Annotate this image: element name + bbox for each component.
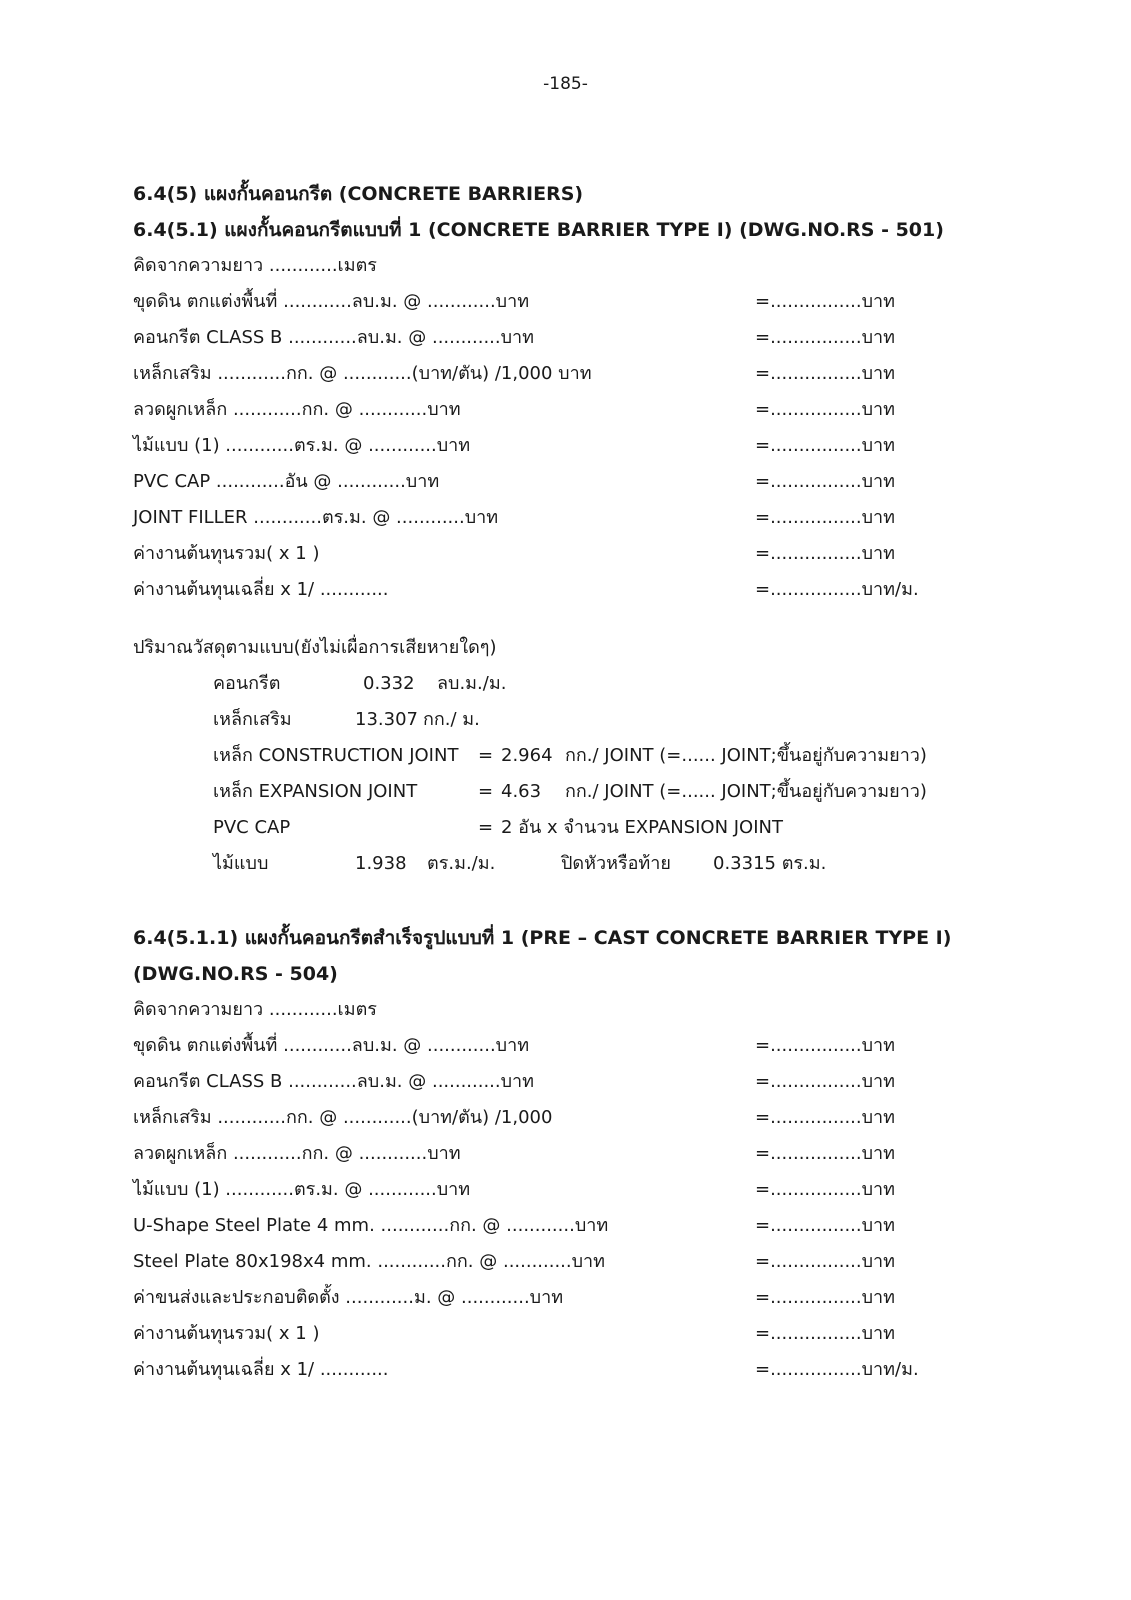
cost-value: =................บาท	[755, 327, 896, 348]
qty-name: คอนกรีต	[213, 673, 281, 694]
cost-label: ขุดดิน ตกแต่งพื้นที่ ............ลบ.ม. @ ............บาท	[133, 1035, 530, 1056]
qty-unit: ลบ.ม./ม.	[437, 673, 507, 694]
qty-unit: กก./ ม.	[423, 709, 480, 730]
cost-label: Steel Plate 80x198x4 mm. ............กก. @ ............บาท	[133, 1251, 606, 1272]
cost-value: =................บาท	[755, 507, 896, 528]
cost-label: ค่างานต้นทุนเฉลี่ย x 1/ ............	[133, 1359, 389, 1380]
cost-value: =................บาท	[755, 1071, 896, 1092]
cost-line-total	[133, 536, 933, 572]
cost-line-rebar	[133, 1100, 933, 1136]
qty-name: เหล็กเสริม	[213, 709, 292, 730]
qty-equals: =	[478, 781, 494, 802]
sub2-cost-list	[133, 1028, 933, 1388]
cost-value: =................บาท	[755, 1323, 896, 1344]
page-number: -185-	[543, 74, 588, 94]
cost-value: =................บาท	[755, 543, 896, 564]
cost-label: ค่างานต้นทุนเฉลี่ย x 1/ ............	[133, 579, 389, 600]
sub1-basis: คิดจากความยาว ............เมตร	[133, 255, 377, 276]
cost-label: JOINT FILLER ............ตร.ม. @ ............บาท	[133, 507, 499, 528]
cost-label: U-Shape Steel Plate 4 mm. ............กก. @ ............บาท	[133, 1215, 609, 1236]
qty-unit: กก./ JOINT (=...... JOINT;ขึ้นอยู่กับความยาว)	[565, 781, 927, 802]
cost-line-formwork	[133, 428, 933, 464]
qty-concrete	[213, 666, 933, 702]
cost-value: =................บาท	[755, 1143, 896, 1164]
qty-value: 13.307	[355, 709, 418, 730]
cost-label: เหล็กเสริม ............กก. @ ............(บาท/ตัน) /1,000	[133, 1107, 553, 1128]
section-title: 6.4(5) แผงกั้นคอนกรีต (CONCRETE BARRIERS)	[133, 183, 584, 205]
qty-name: ไม้แบบ	[213, 853, 269, 874]
cost-label: ค่างานต้นทุนรวม( x 1 )	[133, 543, 320, 564]
cost-line-steel-plate	[133, 1244, 933, 1280]
qty-extra-label: ปิดหัวหรือท้าย	[561, 853, 671, 874]
cost-value: =................บาท	[755, 363, 896, 384]
cost-label: ลวดผูกเหล็ก ............กก. @ ............บาท	[133, 399, 461, 420]
cost-label: คอนกรีต CLASS B ............ลบ.ม. @ ............บาท	[133, 1071, 535, 1092]
cost-label: ไม้แบบ (1) ............ตร.ม. @ ............บาท	[133, 1179, 471, 1200]
cost-value: =................บาท	[755, 1107, 896, 1128]
cost-label: PVC CAP ............อัน @ ............บาท	[133, 471, 440, 492]
cost-label: ขุดดิน ตกแต่งพื้นที่ ............ลบ.ม. @ ............บาท	[133, 291, 530, 312]
qty-value: 2.964	[501, 745, 553, 766]
cost-value: =................บาท	[755, 399, 896, 420]
cost-line-concrete	[133, 1064, 933, 1100]
cost-value: =................บาท	[755, 1215, 896, 1236]
cost-value: =................บาท/ม.	[755, 579, 919, 600]
cost-line-joint-filler	[133, 500, 933, 536]
cost-line-average	[133, 572, 933, 608]
sub2-basis: คิดจากความยาว ............เมตร	[133, 999, 377, 1020]
qty-equals: =	[478, 817, 494, 838]
cost-line-excavation	[133, 1028, 933, 1064]
qty-value: 4.63	[501, 781, 542, 802]
cost-value: =................บาท	[755, 1287, 896, 1308]
cost-label: ค่างานต้นทุนรวม( x 1 )	[133, 1323, 320, 1344]
cost-line-rebar	[133, 356, 933, 392]
qty-unit: กก./ JOINT (=...... JOINT;ขึ้นอยู่กับความยาว)	[565, 745, 927, 766]
qty-name: เหล็ก EXPANSION JOINT	[213, 781, 418, 802]
document-body	[133, 176, 952, 1388]
qty-name: เหล็ก CONSTRUCTION JOINT	[213, 745, 459, 766]
cost-line-average	[133, 1352, 933, 1388]
sub1-title: 6.4(5.1) แผงกั้นคอนกรีตแบบที่ 1 (CONCRETE BARRIER TYPE I) (DWG.NO.RS - 501)	[133, 219, 944, 241]
qty-name: PVC CAP	[213, 817, 291, 838]
cost-line-transport-install	[133, 1280, 933, 1316]
cost-value: =................บาท/ม.	[755, 1359, 919, 1380]
qty-formwork	[213, 846, 933, 882]
cost-line-pvc-cap	[133, 464, 933, 500]
sub2-title: 6.4(5.1.1) แผงกั้นคอนกรีตสำเร็จรูปแบบที่ 1 (PRE – CAST CONCRETE BARRIER TYPE I)	[133, 927, 952, 949]
cost-value: =................บาท	[755, 435, 896, 456]
sub1-cost-list	[133, 284, 933, 608]
cost-line-formwork	[133, 1172, 933, 1208]
qty-pvc-cap	[213, 810, 933, 846]
cost-line-total	[133, 1316, 933, 1352]
qty-extra-value: 0.3315 ตร.ม.	[713, 853, 827, 874]
cost-value: =................บาท	[755, 1035, 896, 1056]
cost-label: ลวดผูกเหล็ก ............กก. @ ............บาท	[133, 1143, 461, 1164]
cost-line-tie-wire	[133, 392, 933, 428]
cost-label: ค่าขนส่งและประกอบติดตั้ง ............ม. @ ............บาท	[133, 1287, 564, 1308]
cost-line-tie-wire	[133, 1136, 933, 1172]
cost-line-u-shape-plate	[133, 1208, 933, 1244]
quantities-title: ปริมาณวัสดุตามแบบ(ยังไม่เผื่อการเสียหายใดๆ)	[133, 637, 497, 658]
qty-construction-joint	[213, 738, 933, 774]
cost-label: คอนกรีต CLASS B ............ลบ.ม. @ ............บาท	[133, 327, 535, 348]
quantities-list	[133, 666, 933, 882]
cost-label: ไม้แบบ (1) ............ตร.ม. @ ............บาท	[133, 435, 471, 456]
qty-equals: =	[478, 745, 494, 766]
cost-value: =................บาท	[755, 291, 896, 312]
cost-value: =................บาท	[755, 471, 896, 492]
qty-value: 2 อัน x จำนวน EXPANSION JOINT	[501, 817, 783, 838]
qty-rebar	[213, 702, 933, 738]
cost-line-excavation	[133, 284, 933, 320]
qty-unit: ตร.ม./ม.	[427, 853, 496, 874]
cost-label: เหล็กเสริม ............กก. @ ............(บาท/ตัน) /1,000 บาท	[133, 363, 592, 384]
cost-value: =................บาท	[755, 1251, 896, 1272]
qty-value: 0.332	[363, 673, 415, 694]
qty-value: 1.938	[355, 853, 407, 874]
cost-value: =................บาท	[755, 1179, 896, 1200]
sub2-title-dwg: (DWG.NO.RS - 504)	[133, 963, 338, 985]
qty-expansion-joint	[213, 774, 933, 810]
cost-line-concrete	[133, 320, 933, 356]
